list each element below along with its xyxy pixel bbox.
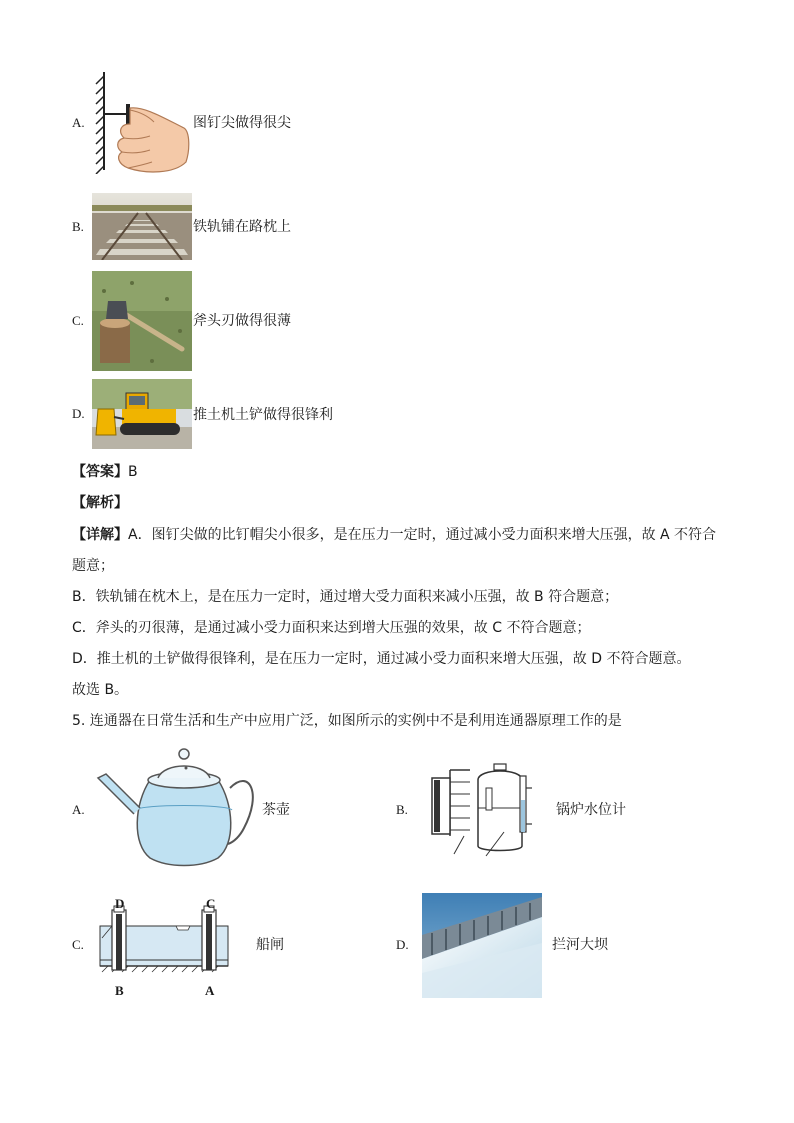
- thumb-pin-icon: [94, 70, 192, 174]
- detail-label: 【详解】: [72, 527, 128, 543]
- detail-line-1: [72, 525, 716, 545]
- option-a-letter: A.: [72, 115, 85, 130]
- q5-option-d-letter: D.: [396, 937, 409, 952]
- option-c-letter: C.: [72, 313, 84, 328]
- option-d-letter: D.: [72, 406, 85, 421]
- ship-lock-label-b: B: [115, 983, 124, 998]
- option-b-letter: B.: [72, 219, 84, 234]
- analysis-label: 【解析】: [72, 495, 128, 511]
- detail-line-3: B．铁轨铺在枕木上，是在压力一定时，通过增大受力面积来减小压强，故 B 符合题意；: [72, 589, 619, 605]
- q5-option-c-text: 船闸: [256, 937, 284, 953]
- detail-conclusion: 故选 B。: [72, 682, 129, 698]
- detail-line-5: D．推土机的土铲做得很锋利，是在压力一定时，通过减小受力面积来增大压强，故 D 不符合题意。: [72, 651, 691, 667]
- option-c-text: 斧头刃做得很薄: [193, 313, 291, 329]
- ship-lock-label-c: C: [206, 896, 216, 911]
- q5-stem: 5. 连通器在日常生活和生产中应用广泛，如图所示的实例中不是利用连通器原理工作的是: [72, 713, 622, 729]
- dam-photo: [422, 893, 542, 998]
- detail-line-4: C．斧头的刃很薄，是通过减小受力面积来达到增大压强的效果，故 C 不符合题意；: [72, 620, 591, 636]
- option-d-text: 推土机土铲做得很锋利: [193, 407, 333, 423]
- answer-value: B: [128, 464, 138, 480]
- q5-option-b-text: 锅炉水位计: [556, 802, 626, 818]
- detail-text-1: A．图钉尖做的比钉帽尖小很多，是在压力一定时，通过减小受力面积来增大压强，故 A 不符合: [128, 527, 717, 543]
- ship-lock-label-d: D: [115, 896, 125, 911]
- q5-option-a-text: 茶壶: [262, 802, 290, 818]
- q5-option-b-letter: B.: [396, 802, 408, 817]
- teapot-icon: [94, 744, 254, 870]
- option-b-text: 铁轨铺在路枕上: [193, 219, 291, 235]
- ship-lock-label-a: A: [205, 983, 215, 998]
- railway-photo: [92, 193, 192, 260]
- bulldozer-photo: [92, 379, 192, 449]
- detail-line-2: 题意；: [72, 558, 114, 574]
- answer-line: [72, 462, 138, 482]
- answer-label: 【答案】: [72, 464, 128, 480]
- boiler-gauge-icon: [424, 762, 544, 858]
- q5-option-a-letter: A.: [72, 802, 85, 817]
- q5-option-c-letter: C.: [72, 937, 84, 952]
- option-a-text: 图钉尖做得很尖: [193, 115, 291, 131]
- axe-photo: [92, 271, 192, 371]
- q5-option-d-text: 拦河大坝: [552, 937, 608, 953]
